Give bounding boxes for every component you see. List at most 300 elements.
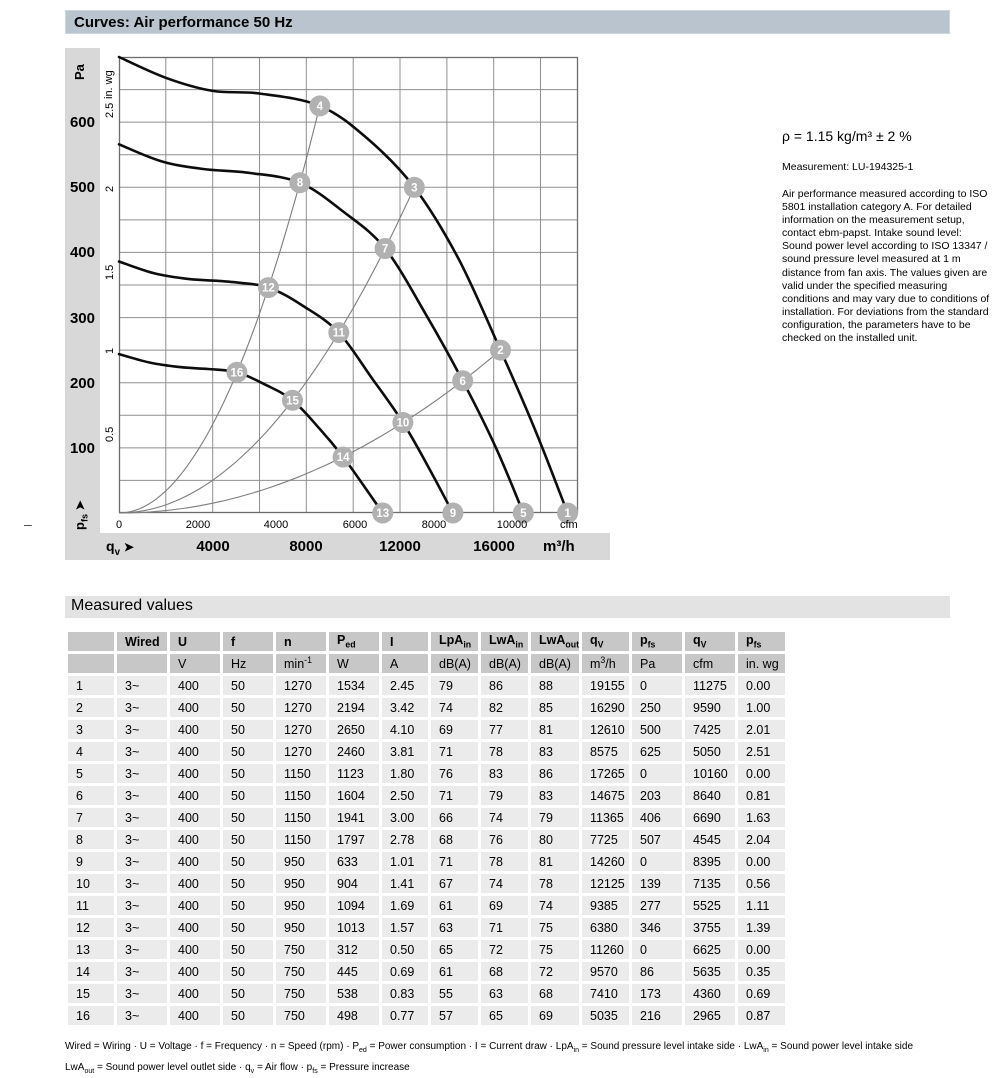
curve-marker-number: 4 (316, 100, 324, 113)
fan-curve (119, 354, 383, 513)
table-cell: 10 (68, 874, 114, 893)
table-cell: 750 (276, 984, 326, 1003)
table-row (68, 852, 785, 871)
table-cell: 79 (431, 676, 478, 695)
table-cell: 16 (68, 1006, 114, 1025)
air-density-note: ρ = 1.15 kg/m³ ± 2 % (782, 128, 912, 144)
table-cell: 1150 (276, 830, 326, 849)
table-cell: 8395 (685, 852, 735, 871)
table-cell: 7425 (685, 720, 735, 739)
curve-marker-number: 7 (381, 243, 389, 256)
table-cell: 0.00 (738, 764, 785, 783)
up-arrow-icon: ➤ (73, 500, 87, 511)
table-cell: 86 (632, 962, 682, 981)
table-cell: 538 (329, 984, 379, 1003)
cfm-tick-10000: 10000 (496, 519, 528, 531)
table-cell: 0 (632, 764, 682, 783)
table-cell: 277 (632, 896, 682, 915)
table-cell: 1.39 (738, 918, 785, 937)
table-cell: 750 (276, 962, 326, 981)
table-cell: 50 (223, 918, 273, 937)
column-header: $P_{ed}$ (329, 632, 379, 651)
table-cell: 4360 (685, 984, 735, 1003)
table-cell: 4.10 (382, 720, 428, 739)
pa-tick-400: 400 (69, 244, 95, 261)
table-cell: 312 (329, 940, 379, 959)
cfm-tick-6000: 6000 (342, 519, 368, 531)
right-arrow-icon: ➤ (123, 540, 134, 554)
pa-tick-600: 600 (69, 114, 95, 131)
table-cell: 65 (481, 1006, 528, 1025)
table-cell: 74 (481, 808, 528, 827)
table-row (68, 896, 785, 915)
table-cell: 1797 (329, 830, 379, 849)
table-cell: 1941 (329, 808, 379, 827)
table-cell: 400 (170, 874, 220, 893)
table-cell: 3~ (117, 940, 167, 959)
system-curve (119, 350, 501, 513)
table-row (68, 984, 785, 1003)
column-unit: $\min^{-1}$ (276, 654, 326, 673)
m3h-unit-label: m³/h (543, 538, 575, 555)
table-cell: 12125 (582, 874, 629, 893)
table-cell: 1150 (276, 808, 326, 827)
table-row (68, 676, 785, 695)
column-header: LwA$_{in}$ (481, 632, 528, 651)
pa-tick-500: 500 (69, 179, 95, 196)
m3h-tick-4000: 4000 (196, 538, 230, 555)
table-row (68, 940, 785, 959)
table-cell: 1.00 (738, 698, 785, 717)
table-cell: 0.83 (382, 984, 428, 1003)
table-cell: 950 (276, 852, 326, 871)
table-cell: 78 (531, 874, 579, 893)
table-row (68, 808, 785, 827)
m3h-tick-12000: 12000 (379, 538, 421, 555)
table-cell: 17265 (582, 764, 629, 783)
inwg-tick-2: 2 (104, 185, 116, 192)
table-cell: 406 (632, 808, 682, 827)
table-cell: 6 (68, 786, 114, 805)
table-cell: 69 (431, 720, 478, 739)
table-cell: 3~ (117, 852, 167, 871)
measured-values-table (65, 629, 788, 1028)
pa-tick-200: 200 (69, 375, 95, 392)
column-unit: W (329, 654, 379, 673)
table-cell: 72 (481, 940, 528, 959)
table-cell: 6625 (685, 940, 735, 959)
fan-curve (119, 262, 453, 514)
table-cell: 400 (170, 852, 220, 871)
table-cell: 0.81 (738, 786, 785, 805)
table-cell: 3~ (117, 1006, 167, 1025)
table-cell: 76 (481, 830, 528, 849)
table-cell: 3~ (117, 962, 167, 981)
y-axis-label-pfs (72, 500, 90, 530)
pfs-label-base: p (72, 522, 87, 530)
y-axis-unit-pa: Pa (72, 64, 87, 80)
table-cell: 950 (276, 874, 326, 893)
table-cell: 2 (68, 698, 114, 717)
column-unit: A (382, 654, 428, 673)
table-cell: 216 (632, 1006, 682, 1025)
table-cell: 400 (170, 698, 220, 717)
table-cell: 61 (431, 962, 478, 981)
table-cell: 14675 (582, 786, 629, 805)
table-cell: 16290 (582, 698, 629, 717)
table-cell: 50 (223, 830, 273, 849)
table-cell: 50 (223, 742, 273, 761)
table-cell: 3~ (117, 720, 167, 739)
column-header: LpA$_{in}$ (431, 632, 478, 651)
table-cell: 0.69 (738, 984, 785, 1003)
table-cell: 50 (223, 786, 273, 805)
table-cell: 7725 (582, 830, 629, 849)
table-cell: 8 (68, 830, 114, 849)
table-cell: 1.63 (738, 808, 785, 827)
table-cell: 5 (68, 764, 114, 783)
qv-label-sub: v (114, 546, 121, 558)
table-cell: 14 (68, 962, 114, 981)
x-axis-label-qv (106, 538, 134, 558)
table-cell: 11365 (582, 808, 629, 827)
measurement-conditions-paragraph: Air performance measured according to ISO 5801 installation category A. For detailed information on the measurement setup, contact ebm-papst. Intake sound level: Sound power level according to ISO 13347 / sound pressure level measured at 1 m distance from fan axis. The values given are valid under the specified measuring conditions and may vary due to conditions of installation. For deviations from the standard configuration, the parameters have to be checked on the installed unit. (782, 188, 990, 345)
table-row (68, 962, 785, 981)
table-cell: 0.77 (382, 1006, 428, 1025)
table-cell: 0.69 (382, 962, 428, 981)
table-cell: 625 (632, 742, 682, 761)
table-cell: 0 (632, 852, 682, 871)
column-header: $q_V$ (685, 632, 735, 651)
table-units-row (68, 654, 785, 673)
table-cell: 75 (531, 918, 579, 937)
table-cell: 50 (223, 698, 273, 717)
column-unit: $m^3/h$ (582, 654, 629, 673)
table-cell: 3~ (117, 764, 167, 783)
table-cell: 79 (481, 786, 528, 805)
table-cell: 3~ (117, 786, 167, 805)
table-cell: 9 (68, 852, 114, 871)
table-cell: 1 (68, 676, 114, 695)
column-unit: dB(A) (431, 654, 478, 673)
table-cell: 1534 (329, 676, 379, 695)
cfm-tick-4000: 4000 (263, 519, 289, 531)
footer-legend (65, 1039, 965, 1078)
table-cell: 7410 (582, 984, 629, 1003)
table-cell: 400 (170, 742, 220, 761)
table-cell: 3.42 (382, 698, 428, 717)
inwg-tick-0.5: 0.5 (104, 426, 116, 442)
table-cell: 3~ (117, 984, 167, 1003)
table-cell: 3~ (117, 874, 167, 893)
page-margin-dash: – (24, 516, 32, 532)
curve-marker-number: 14 (336, 452, 350, 464)
table-row (68, 786, 785, 805)
table-cell: 57 (431, 1006, 478, 1025)
table-cell: 81 (531, 852, 579, 871)
column-header: n (276, 632, 326, 651)
table-cell: 3 (68, 720, 114, 739)
fan-curve (119, 144, 523, 513)
column-header: LwA$_{out}$ (531, 632, 579, 651)
table-cell: 50 (223, 940, 273, 959)
table-cell: 7135 (685, 874, 735, 893)
x-axis-strip (65, 533, 610, 560)
table-cell: 69 (481, 896, 528, 915)
table-cell: 4545 (685, 830, 735, 849)
table-cell: 2.51 (738, 742, 785, 761)
curve-marker-number: 2 (497, 345, 504, 358)
table-cell: 50 (223, 984, 273, 1003)
table-cell: 400 (170, 1006, 220, 1025)
table-row (68, 764, 785, 783)
m3h-tick-16000: 16000 (473, 538, 515, 555)
table-cell: 0.00 (738, 852, 785, 871)
table-cell: 81 (531, 720, 579, 739)
curve-marker-number: 16 (230, 367, 244, 380)
table-cell: 1.41 (382, 874, 428, 893)
pfs-label-sub: fs (79, 513, 90, 523)
table-cell: 85 (531, 698, 579, 717)
column-unit: cfm (685, 654, 735, 673)
table-cell: 83 (531, 786, 579, 805)
table-cell: 83 (531, 742, 579, 761)
table-row (68, 698, 785, 717)
column-header: Wired (117, 632, 167, 651)
table-cell: 2.78 (382, 830, 428, 849)
table-cell: 12 (68, 918, 114, 937)
table-cell: 3~ (117, 830, 167, 849)
table-cell: 50 (223, 764, 273, 783)
table-cell: 82 (481, 698, 528, 717)
measured-values-table-wrap (65, 629, 788, 1028)
inwg-tick-1: 1 (104, 347, 116, 354)
performance-chart (119, 57, 589, 533)
table-cell: 88 (531, 676, 579, 695)
table-cell: 83 (481, 764, 528, 783)
table-cell: 61 (431, 896, 478, 915)
table-cell: 10160 (685, 764, 735, 783)
table-cell: 0.35 (738, 962, 785, 981)
table-cell: 63 (481, 984, 528, 1003)
table-cell: 3.81 (382, 742, 428, 761)
table-cell: 3~ (117, 896, 167, 915)
table-cell: 75 (531, 940, 579, 959)
measurement-id-note: Measurement: LU-194325-1 (782, 161, 914, 173)
table-cell: 3~ (117, 808, 167, 827)
table-row (68, 830, 785, 849)
table-cell: 400 (170, 918, 220, 937)
column-unit: dB(A) (531, 654, 579, 673)
m3h-tick-8000: 8000 (289, 538, 323, 555)
table-cell: 50 (223, 874, 273, 893)
table-header-row (68, 632, 785, 651)
table-cell: 5035 (582, 1006, 629, 1025)
column-header: I (382, 632, 428, 651)
table-cell: 1270 (276, 720, 326, 739)
table-cell: 950 (276, 896, 326, 915)
table-cell: 7 (68, 808, 114, 827)
side-notes (782, 128, 990, 345)
table-cell: 0.00 (738, 940, 785, 959)
table-cell: 0 (632, 940, 682, 959)
inwg-tick-1.5: 1.5 (104, 264, 116, 280)
table-row (68, 742, 785, 761)
column-header: $p_{fs}$ (632, 632, 682, 651)
table-cell: 400 (170, 720, 220, 739)
inwg-tick-2.5: 2.5 (104, 102, 116, 118)
table-cell: 50 (223, 808, 273, 827)
table-cell: 0.00 (738, 676, 785, 695)
table-cell: 3~ (117, 698, 167, 717)
table-cell: 9385 (582, 896, 629, 915)
column-header: $p_{fs}$ (738, 632, 785, 651)
table-cell: 55 (431, 984, 478, 1003)
table-cell: 3.00 (382, 808, 428, 827)
cfm-tick-2000: 2000 (185, 519, 211, 531)
table-cell: 86 (481, 676, 528, 695)
table-cell: 78 (481, 852, 528, 871)
table-cell: 11 (68, 896, 114, 915)
table-cell: 15 (68, 984, 114, 1003)
table-cell: 2460 (329, 742, 379, 761)
curve-marker-number: 10 (396, 417, 410, 430)
table-cell: 9570 (582, 962, 629, 981)
table-cell: 173 (632, 984, 682, 1003)
table-cell: 8575 (582, 742, 629, 761)
column-unit: dB(A) (481, 654, 528, 673)
table-cell: 71 (431, 852, 478, 871)
table-cell: 14260 (582, 852, 629, 871)
column-unit: V (170, 654, 220, 673)
table-cell: 79 (531, 808, 579, 827)
table-cell: 1150 (276, 764, 326, 783)
table-cell: 71 (481, 918, 528, 937)
table-cell: 400 (170, 676, 220, 695)
table-cell: 76 (431, 764, 478, 783)
table-cell: 71 (431, 786, 478, 805)
table-cell: 1123 (329, 764, 379, 783)
curve-marker-number: 1 (564, 508, 571, 520)
table-cell: 8640 (685, 786, 735, 805)
table-cell: 1270 (276, 698, 326, 717)
curve-marker-number: 11 (332, 327, 345, 340)
table-cell: 66 (431, 808, 478, 827)
table-cell: 74 (531, 896, 579, 915)
footer-legend-line: LwA$_{out}$ = Sound power level outlet side · $q_v$ = Air flow · $p_{fs}$ = Pressure increase (65, 1061, 410, 1075)
column-header (68, 632, 114, 651)
table-cell: 11260 (582, 940, 629, 959)
table-cell: 68 (531, 984, 579, 1003)
curve-marker-number: 12 (262, 282, 275, 295)
table-cell: 904 (329, 874, 379, 893)
table-cell: 2.45 (382, 676, 428, 695)
footer-legend-line: Wired = Wiring · U = Voltage · f = Frequency · n = Speed $(rpm) \cdot P_{ed}$ = Power consumption · I = Current draw · LpA$_{in}$ = Sound pressure level intake side · LwA$_{in}$ = Sound power level intake side (65, 1041, 914, 1054)
table-cell: 400 (170, 808, 220, 827)
column-unit: Hz (223, 654, 273, 673)
table-cell: 400 (170, 764, 220, 783)
column-header: f (223, 632, 273, 651)
curve-marker-number: 15 (286, 395, 299, 408)
table-cell: 250 (632, 698, 682, 717)
table-cell: 445 (329, 962, 379, 981)
column-unit (68, 654, 114, 673)
table-cell: 2650 (329, 720, 379, 739)
table-cell: 498 (329, 1006, 379, 1025)
table-cell: 11275 (685, 676, 735, 695)
table-cell: 3755 (685, 918, 735, 937)
table-cell: 1270 (276, 742, 326, 761)
table-cell: 1270 (276, 676, 326, 695)
table-cell: 74 (431, 698, 478, 717)
column-unit (117, 654, 167, 673)
curve-marker-number: 6 (459, 375, 466, 388)
table-cell: 3~ (117, 742, 167, 761)
table-cell: 1094 (329, 896, 379, 915)
table-cell: 2.01 (738, 720, 785, 739)
table-cell: 9590 (685, 698, 735, 717)
system-curve (119, 106, 320, 513)
table-cell: 750 (276, 940, 326, 959)
curve-marker-number: 3 (411, 182, 418, 195)
table-cell: 5525 (685, 896, 735, 915)
measured-values-title: Measured values (71, 597, 193, 614)
table-cell: 346 (632, 918, 682, 937)
curve-marker-number: 5 (520, 508, 527, 520)
column-header: U (170, 632, 220, 651)
section-header-measured-values (65, 596, 950, 618)
page-title: Curves: Air performance 50 Hz (74, 14, 293, 31)
table-cell: 72 (531, 962, 579, 981)
table-cell: 5050 (685, 742, 735, 761)
pa-tick-100: 100 (69, 440, 95, 457)
table-cell: 2.04 (738, 830, 785, 849)
table-cell: 2194 (329, 698, 379, 717)
table-cell: 1.69 (382, 896, 428, 915)
table-cell: 12610 (582, 720, 629, 739)
table-cell: 65 (431, 940, 478, 959)
table-cell: 950 (276, 918, 326, 937)
table-cell: 80 (531, 830, 579, 849)
table-cell: 2965 (685, 1006, 735, 1025)
table-cell: 74 (481, 874, 528, 893)
table-cell: 50 (223, 896, 273, 915)
table-cell: 50 (223, 676, 273, 695)
table-row (68, 874, 785, 893)
table-cell: 203 (632, 786, 682, 805)
table-cell: 1.11 (738, 896, 785, 915)
table-cell: 1.80 (382, 764, 428, 783)
table-cell: 400 (170, 984, 220, 1003)
section-header-curves (65, 10, 950, 34)
table-cell: 63 (431, 918, 478, 937)
table-cell: 500 (632, 720, 682, 739)
table-cell: 1013 (329, 918, 379, 937)
table-cell: 3~ (117, 918, 167, 937)
table-cell: 78 (481, 742, 528, 761)
column-unit: in. wg (738, 654, 785, 673)
table-cell: 13 (68, 940, 114, 959)
pa-tick-300: 300 (69, 310, 95, 327)
table-cell: 50 (223, 1006, 273, 1025)
table-cell: 2.50 (382, 786, 428, 805)
cfm-tick-0: 0 (115, 519, 123, 531)
table-cell: 67 (431, 874, 478, 893)
table-cell: 400 (170, 940, 220, 959)
table-cell: 50 (223, 852, 273, 871)
table-cell: 1.01 (382, 852, 428, 871)
table-cell: 0.87 (738, 1006, 785, 1025)
